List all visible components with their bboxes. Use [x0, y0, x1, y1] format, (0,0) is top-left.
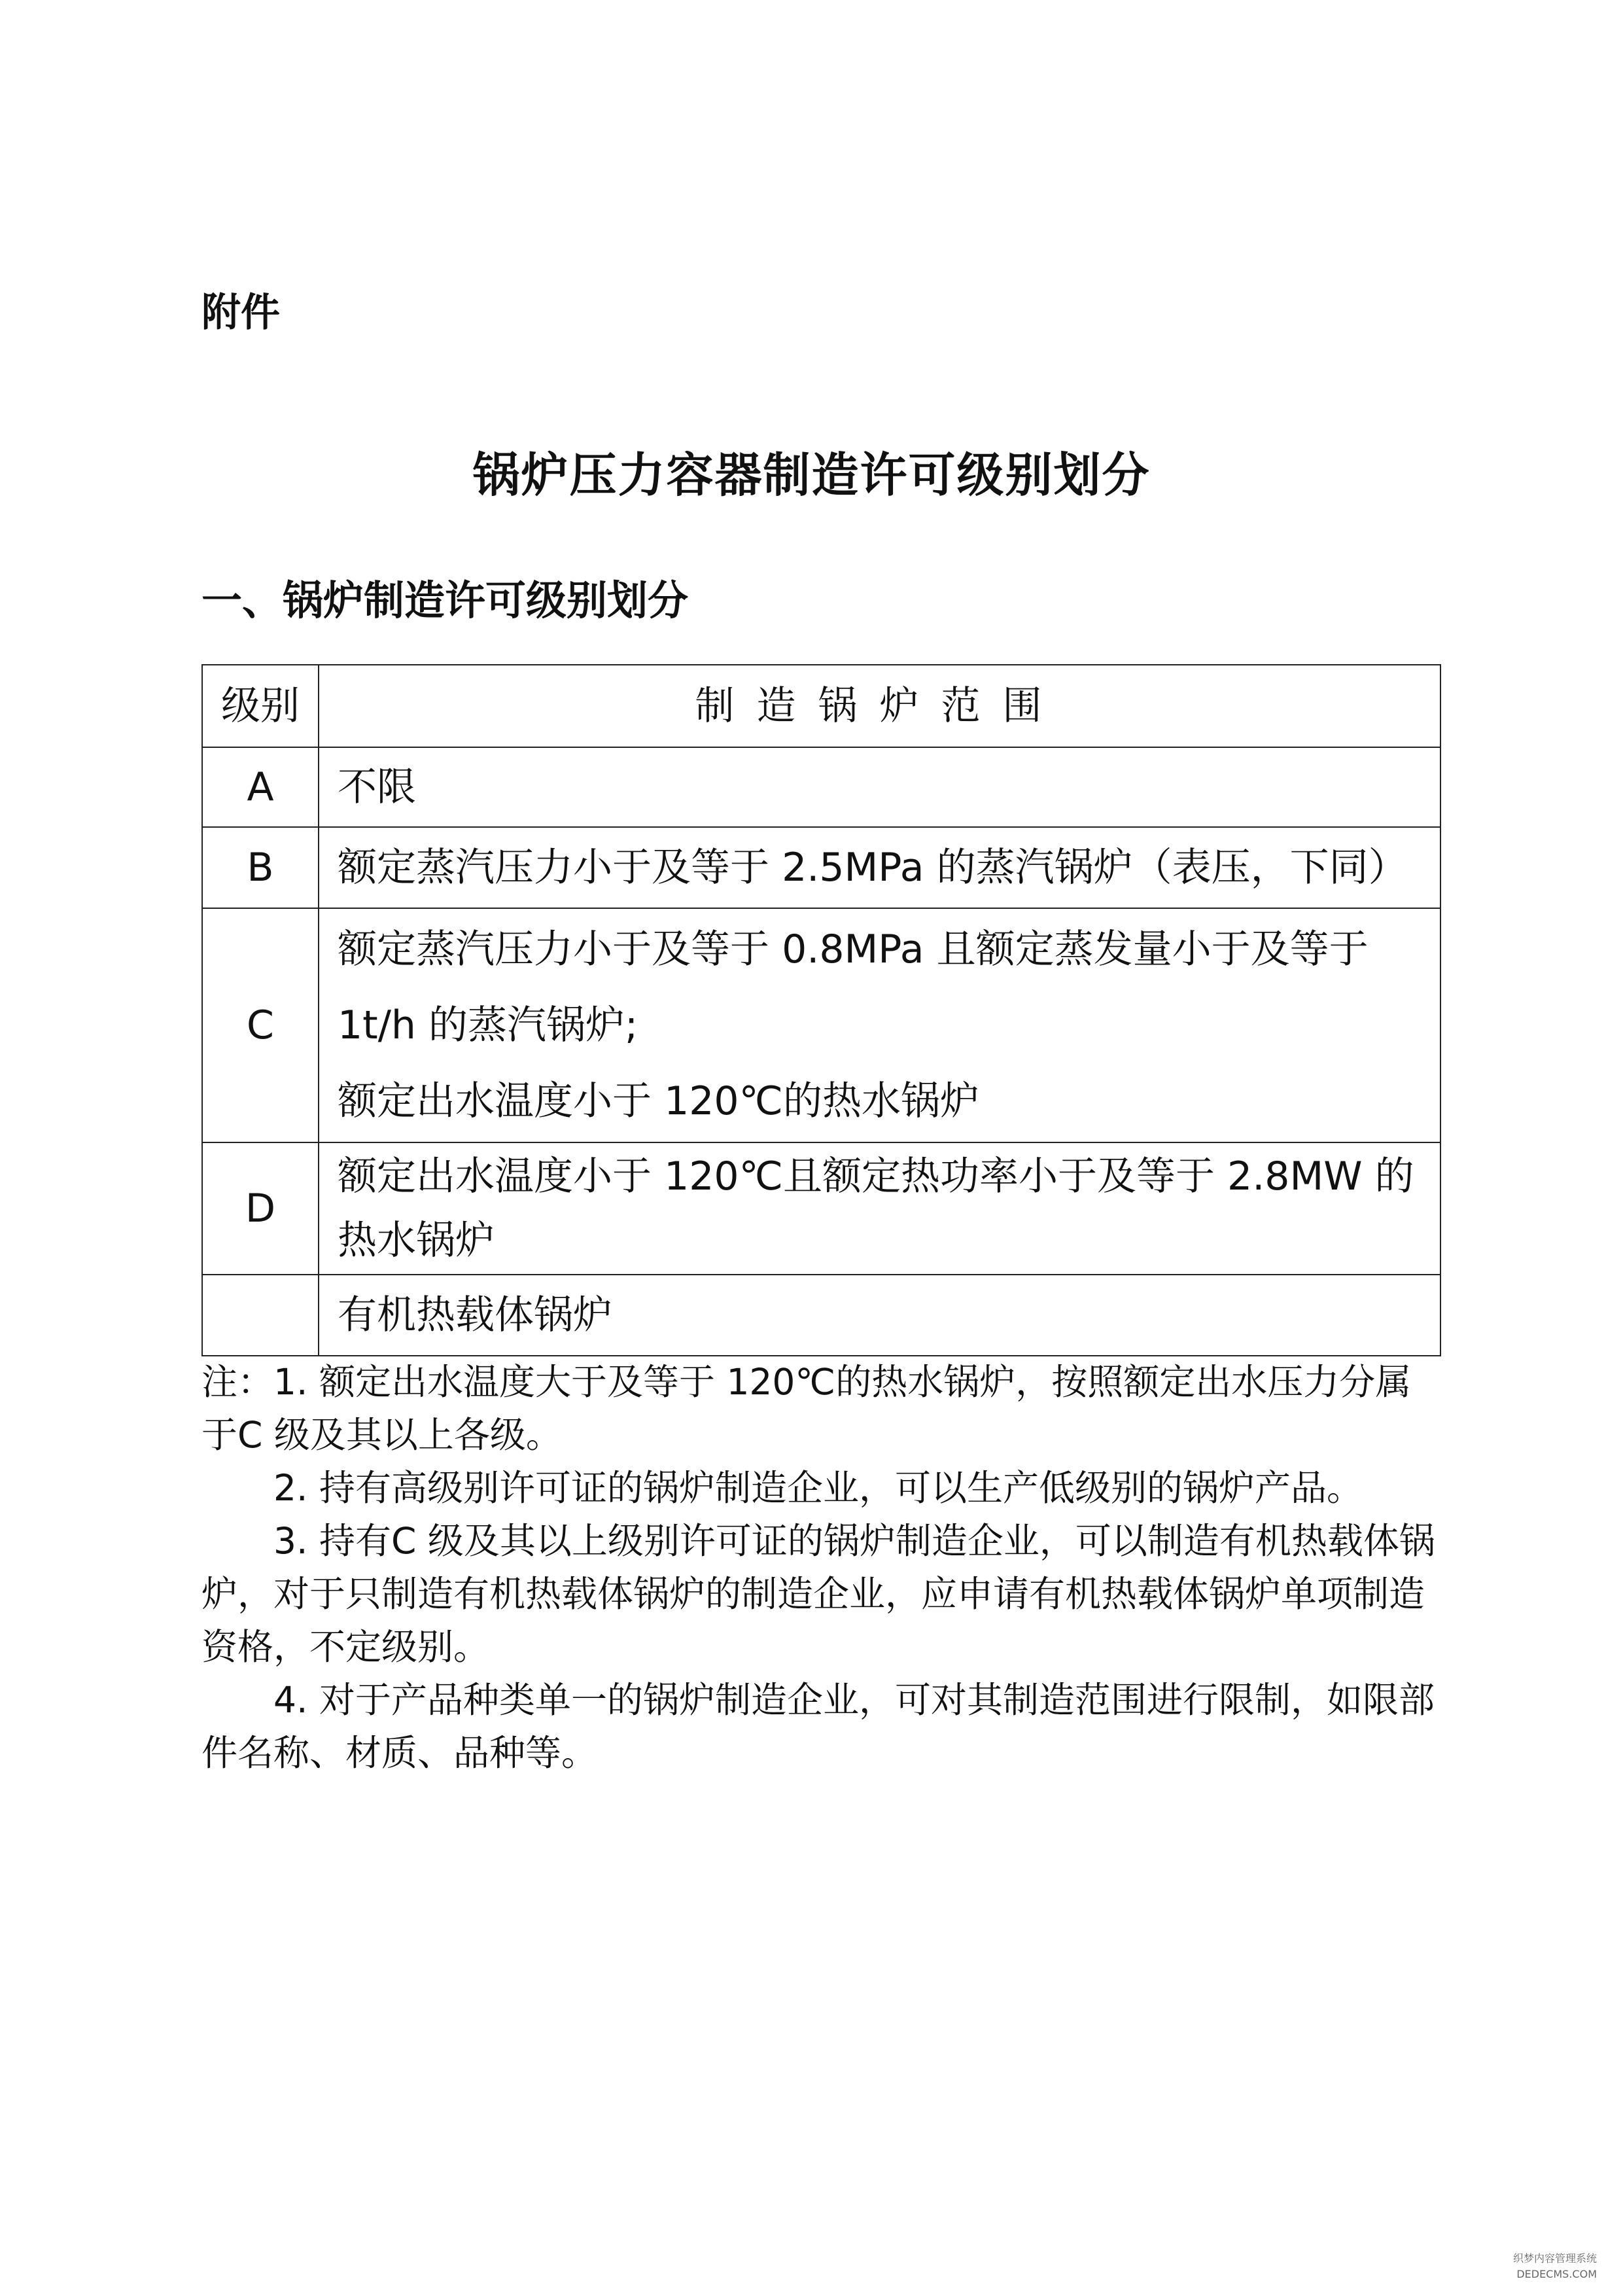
scope-cell: [319, 1275, 1440, 1356]
scope-text: 额定蒸汽压力小于及等于 0.8MPa 且额定蒸发量小于及等于: [338, 927, 1369, 972]
table-row: [202, 1142, 1440, 1275]
notes-block: [201, 1356, 1440, 1780]
scope-text: 额定出水温度小于 120℃的热水锅炉: [338, 1078, 979, 1124]
scope-cell: [319, 1142, 1440, 1275]
scope-text: 额定出水温度小于 120℃且额定热功率小于及等于 2.8MW 的: [338, 1154, 1414, 1199]
note-2: 2. 持有高级别许可证的锅炉制造企业，可以生产低级别的锅炉产品。: [273, 1467, 1363, 1509]
grade-cell: C: [202, 908, 319, 1142]
table-row: [202, 908, 1440, 1142]
table-row: [202, 827, 1440, 908]
grade-cell: D: [202, 1142, 319, 1275]
scope-text: 有机热载体锅炉: [338, 1292, 612, 1338]
section-heading: 一、锅炉制造许可级别划分: [201, 576, 689, 624]
grade-cell: A: [202, 747, 319, 827]
grade-cell: [202, 1275, 319, 1356]
scope-cell: [319, 827, 1440, 908]
table-row: [202, 747, 1440, 827]
scope-cell: [319, 908, 1440, 1142]
table-row: [202, 1275, 1440, 1356]
grade-cell: B: [202, 827, 319, 908]
scope-text: 不限: [338, 764, 416, 810]
column-header-scope: 制造锅炉范围: [319, 665, 1440, 747]
note-1: 注：1. 额定出水温度大于及等于 120℃的热水锅炉，按照额定出水压力分属于C 级及其以上各级。: [201, 1361, 1412, 1456]
attachment-label: 附件: [201, 290, 280, 336]
column-header-grade: 级别: [202, 665, 319, 747]
note-4: 4. 对于产品种类单一的锅炉制造企业，可对其制造范围进行限制，如限部件名称、材质、品种等。: [201, 1679, 1435, 1774]
document-title: 锅炉压力容器制造许可级别划分: [472, 447, 1151, 503]
scope-text: 额定蒸汽压力小于及等于 2.5MPa 的蒸汽锅炉（表压，下同）: [338, 845, 1408, 891]
note-3: 3. 持有C 级及其以上级别许可证的锅炉制造企业，可以制造有机热载体锅炉，对于只制造有机热载体锅炉的制造企业，应申请有机热载体锅炉单项制造资格，不定级别。: [201, 1520, 1435, 1668]
watermark-text: 织梦内容管理系统: [1512, 2252, 1597, 2265]
watermark-logo: [1466, 2251, 1597, 2285]
watermark-subtext: DEDECMS.COM: [1516, 2268, 1597, 2280]
table-header-row: [202, 665, 1440, 747]
scope-cell: [319, 747, 1440, 827]
scope-text: 1t/h 的蒸汽锅炉;: [338, 1002, 638, 1048]
grade-table: [201, 664, 1441, 1356]
scope-text: 热水锅炉: [338, 1218, 495, 1263]
